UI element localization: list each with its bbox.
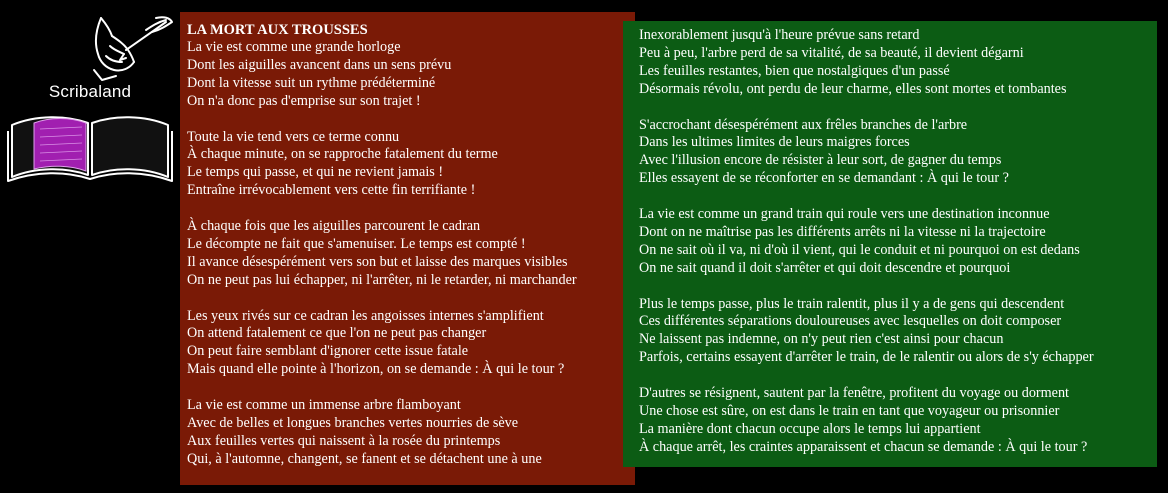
poem-line: S'accrochant désespérément aux frêles branches de l'arbre: [639, 116, 968, 133]
poem-line: Elles essayent de se réconforter en se demandant : À qui le tour ?: [639, 170, 1009, 187]
poem-line: Dont les aiguilles avancent dans un sens prévu: [187, 56, 452, 73]
poem-line: Avec de belles et longues branches vertes nourries de sève: [187, 414, 519, 431]
poem-line: Il avance désespérément vers son but et laisse des marques visibles: [187, 253, 568, 270]
poem-panel-left: [180, 12, 635, 485]
poem-line: Les yeux rivés sur ce cadran les angoisses internes s'amplifient: [187, 307, 544, 324]
poem-line: Ces différentes séparations douloureuses avec lesquelles on doit composer: [639, 313, 1062, 330]
poem-line: On ne sait où il va, ni d'où il vient, qui le conduit et ni pourquoi on est dedans: [639, 241, 1080, 258]
poem-line: Toute la vie tend vers ce terme connu: [187, 128, 400, 145]
poem-line: D'autres se résignent, sautent par la fenêtre, profitent du voyage ou dorment: [639, 385, 1070, 402]
poem-line: Peu à peu, l'arbre perd de sa vitalité, de sa beauté, il devient dégarni: [639, 44, 1024, 61]
quill-hand-icon: [6, 10, 174, 90]
open-book-icon: [6, 105, 174, 185]
poem-line: Désormais révolu, ont perdu de leur charme, elles sont mortes et tombantes: [639, 80, 1067, 97]
poem-line: Une chose est sûre, on est dans le train en tant que voyageur ou prisonnier: [639, 402, 1060, 419]
stanza: [639, 27, 1157, 99]
poem-line: Plus le temps passe, plus le train ralentit, plus il y a de gens qui descendent: [639, 295, 1065, 312]
stanza: [639, 206, 1157, 278]
poem-line: On attend fatalement ce que l'on ne peut pas changer: [187, 325, 487, 342]
poem-line: Aux feuilles vertes qui naissent à la rosée du printemps: [187, 432, 501, 449]
poem-line: Les feuilles restantes, bien que nostalgiques d'un passé: [639, 62, 950, 79]
poem-line: À chaque arrêt, les craintes apparaissent et chacun se demande : À qui le tour ?: [639, 438, 1088, 455]
poem-line: La vie est comme un grand train qui roule vers une destination inconnue: [639, 206, 1050, 223]
poem-line: Ne laissent pas indemne, on n'y peut rien c'est ainsi pour chacun: [639, 331, 1004, 348]
scribaland-logo[interactable]: [6, 10, 174, 185]
stanza: [187, 308, 635, 380]
poem-line: Qui, à l'automne, changent, se fanent et se détachent une à une: [187, 450, 542, 467]
poem-line: On n'a donc pas d'emprise sur son trajet !: [187, 92, 421, 109]
poem-line: Entraîne irrévocablement vers cette fin terrifiante !: [187, 182, 476, 199]
poem-line: Avec l'illusion encore de résister à leur sort, de gagner du temps: [639, 152, 1002, 169]
brand-name: Scribaland: [48, 82, 132, 101]
poem-title: LA MORT AUX TROUSSES: [187, 22, 368, 38]
poem-line: La vie est comme un immense arbre flamboyant: [187, 397, 461, 414]
stanza: [639, 117, 1157, 189]
poem-line: On peut faire semblant d'ignorer cette issue fatale: [187, 343, 469, 360]
poem-line: Dont on ne maîtrise pas les différents arrêts ni la vitesse ni la trajectoire: [639, 223, 1046, 240]
poem-line: Le décompte ne fait que s'amenuiser. Le temps est compté !: [187, 235, 526, 252]
poem-line: La vie est comme une grande horloge: [187, 39, 401, 55]
stanza: [187, 397, 635, 469]
poem-line: On ne peut pas lui échapper, ni l'arrêter, ni le retarder, ni marchander: [187, 271, 577, 288]
poem-line: Dans les ultimes limites de leurs maigres forces: [639, 134, 910, 151]
poem-line: Le temps qui passe, et qui ne revient jamais !: [187, 164, 444, 181]
stanza: [187, 39, 635, 111]
stanza: [639, 385, 1157, 457]
poem-line: Mais quand elle pointe à l'horizon, on se demande : À qui le tour ?: [187, 361, 565, 378]
stanza: [187, 129, 635, 201]
poem-line: Parfois, certains essayent d'arrêter le train, de le ralentir ou alors de s'y échapper: [639, 349, 1094, 366]
poem-line: La manière dont chacun occupe alors le temps lui appartient: [639, 420, 981, 437]
poem-line: Inexorablement jusqu'à l'heure prévue sans retard: [639, 27, 920, 43]
poem-panel-right: [623, 21, 1157, 467]
poem-line: À chaque minute, on se rapproche fatalement du terme: [187, 146, 498, 163]
poem-line: Dont la vitesse suit un rythme prédéterminé: [187, 74, 436, 91]
poem-line: À chaque fois que les aiguilles parcourent le cadran: [187, 218, 481, 235]
poem-line: On ne sait quand il doit s'arrêter et qui doit descendre et pourquoi: [639, 259, 1011, 276]
stanza: [639, 296, 1157, 368]
stanza: [187, 218, 635, 290]
